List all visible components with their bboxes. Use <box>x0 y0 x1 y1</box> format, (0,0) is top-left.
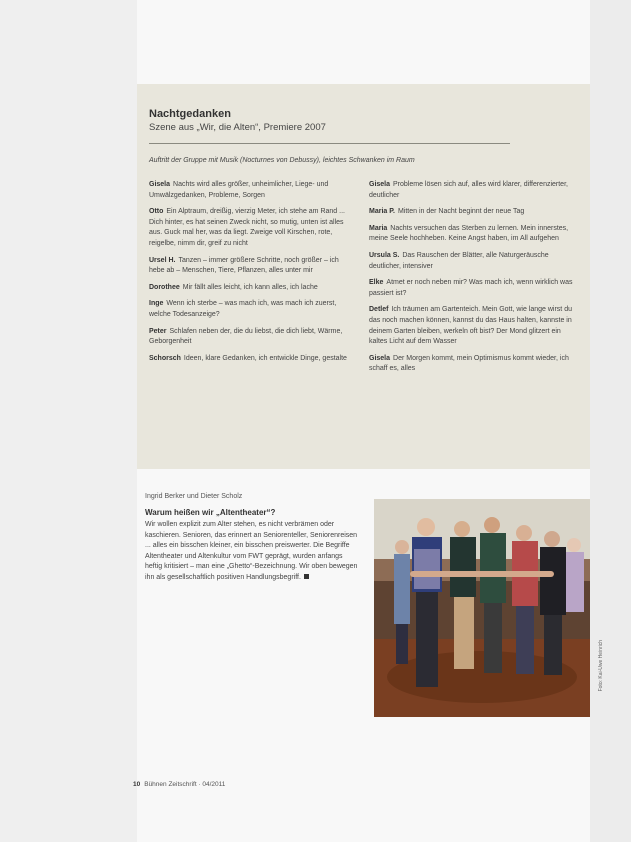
article-body-text: Wir wollen explizit zum Alter stehen, es nicht verbrämen oder kaschieren. Senioren, das erinnert an Seniorenteller, Seniorenreisen ... alles ein bisschen kleiner, ein bisschen preiswerter. Die Begriffe Altentheater und Altenkultur vom FWT geprägt, wurden anfangs heftig kritisiert – man eine „Ghetto“-Bezeichnung. Wir oben bewegen ihn als gesellschaftlich positiven Handlungsbegriff. <box>145 521 358 581</box>
dialogue-text: Nachts wird alles größer, unheimlicher, Liege- und Umwälzgedanken, Probleme, Sorgen <box>149 181 329 199</box>
dialogue-text: Das Rauschen der Blätter, alle Naturgeräusche deutlicher, intensiver <box>369 251 549 270</box>
dialogue-entry <box>149 207 354 249</box>
stage-direction: Auftritt der Gruppe mit Musik (Nocturnes von Debussy), leichtes Schwanken im Raum <box>149 157 415 164</box>
dialogue-entry <box>369 224 579 245</box>
dialogue-entry <box>369 207 579 218</box>
article <box>145 493 360 584</box>
speaker-name: Detlef <box>369 306 389 314</box>
speaker-name: Ursula S. <box>369 251 400 259</box>
dialogue-entry <box>369 251 579 272</box>
speaker-name: Elke <box>369 279 384 287</box>
scene-title: Nachtgedanken <box>149 108 231 120</box>
dialogue-text: Ein Alptraum, dreißig, vierzig Meter, ich stehe am Rand ... Dich hinter, es hat seinen Zweck nicht, so mutig, unten ist alles aus. Guck mal her, was da liegt. Zweige voll Kirschen, rote, reigelbe, nimm dir, greif zu nicht <box>149 208 345 247</box>
dialogue-entry <box>369 354 579 375</box>
speaker-name: Schorsch <box>149 354 181 362</box>
dialogue-entry <box>369 278 579 299</box>
dialogue-text: Atmet er noch neben mir? Was mach ich, wenn wirklich was passiert ist? <box>369 279 573 297</box>
end-mark-icon <box>304 574 309 579</box>
dialogue-entry <box>149 283 354 294</box>
dialogue-text: Der Morgen kommt, mein Optimismus kommt wieder, ich schaff es, alles <box>369 354 569 373</box>
photo-credit: Foto: Kai-Uwe Heinrich <box>598 640 604 692</box>
dialogue-text: Tanzen – immer größere Schritte, noch größer – ich hebe ab – Menschen, Tiere, Pflanzen, alles unter mir <box>149 256 339 275</box>
scene-box <box>137 84 590 469</box>
dialogue-entry <box>149 354 354 365</box>
speaker-name: Gisela <box>149 181 171 188</box>
speaker-name: Inge <box>149 300 164 308</box>
dialogue-entry <box>149 256 354 277</box>
dialogue-entry <box>369 180 579 201</box>
speaker-name: Maria P. <box>369 208 395 216</box>
right-page-edge <box>590 0 631 842</box>
dialogue-text: Mir fällt alles leicht, ich kann alles, ich lache <box>182 283 318 291</box>
article-body <box>145 520 360 584</box>
article-author: Ingrid Berker und Dieter Scholz <box>145 493 243 500</box>
page-number: 10 <box>133 781 141 788</box>
dialogue-entry <box>149 327 354 348</box>
dialogue-column-right <box>369 180 579 381</box>
dialogue-entry <box>369 305 579 347</box>
dialogue-entry <box>149 180 354 201</box>
dialogue-column-left <box>149 180 354 370</box>
photo-illustration <box>374 499 590 717</box>
speaker-name: Ursel H. <box>149 256 176 264</box>
scene-subtitle: Szene aus „Wir, die Alten“, Premiere 2007 <box>149 122 326 133</box>
page-footer <box>133 781 225 788</box>
dialogue-entry <box>149 299 354 320</box>
speaker-name: Gisela <box>369 181 391 188</box>
speaker-name: Peter <box>149 327 167 335</box>
article-headline: Warum heißen wir „Altentheater“? <box>145 508 276 517</box>
left-page-edge <box>0 0 137 842</box>
speaker-name: Maria <box>369 224 388 232</box>
dialogue-text: Wenn ich sterbe – was mach ich, was mach ich zuerst, welche Todesanzeige? <box>149 300 337 318</box>
speaker-name: Gisela <box>369 354 391 362</box>
dialogue-text: Schlafen neben der, die du liebst, die dich liebt, Wärme, Geborgenheit <box>149 327 343 346</box>
publication-name: Bühnen Zeitschrift · 04/2011 <box>144 781 226 788</box>
speaker-name: Dorothee <box>149 283 180 291</box>
dialogue-text: Probleme lösen sich auf, alles wird klarer, differenzierter, deutlicher <box>369 181 568 199</box>
dialogue-text: Mitten in der Nacht beginnt der neue Tag <box>397 208 525 216</box>
dialogue-text: Ideen, klare Gedanken, ich entwickle Dinge, gestalte <box>183 354 347 362</box>
speaker-name: Otto <box>149 208 164 216</box>
group-photo <box>374 499 590 717</box>
title-divider <box>149 143 510 144</box>
dialogue-text: Ich träumen am Gartenteich. Mein Gott, wie lange wirst du das noch machen können, kannst du das Haus halten, kannste in deinem Garten bleiben, werkeln oft bist? Der Mond glitzert ein kaltes Licht auf dem Wasser <box>369 306 572 346</box>
dialogue-text: Nachts versuchen das Sterben zu lernen. Mein innerstes, meine Seele hochheben. Keine Angst haben, im All aufgehen <box>369 224 569 243</box>
